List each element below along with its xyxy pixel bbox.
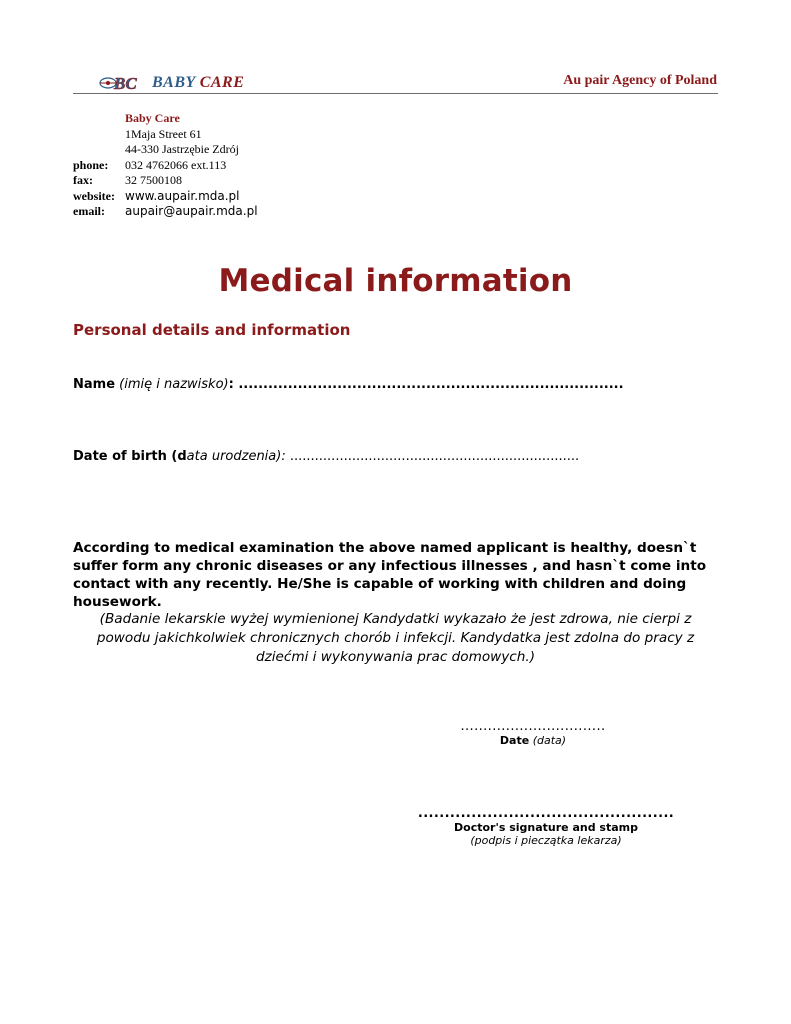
date-label: Date: [499, 734, 530, 747]
fax-value: 32 7500108: [125, 173, 182, 187]
doctor-signature-label-pl: (podpis i pieczątka lekarza): [470, 834, 622, 847]
name-label-pl: (imię i nazwisko): [119, 377, 229, 392]
date-fill-line[interactable]: ................................: [460, 719, 606, 734]
dob-label-paren: (d: [166, 449, 187, 464]
phone-value: 032 4762066 ext.113: [125, 157, 227, 172]
doctor-signature-line[interactable]: ................................................: [417, 806, 675, 821]
logo: [96, 72, 244, 94]
name-field[interactable]: Name (imię i nazwisko): ..............................................................................: [73, 377, 624, 392]
medical-statement-pl: (Badanie lekarskie wyżej wymienionej Kandydatki wykazało że jest zdrowa, nie cierpi z powodu jakichkolwiek chronicznych chorób i infekcji. Kandydatka jest zdolna do pracy z dziećmi i wykonywania prac domowych.): [96, 611, 695, 665]
email-label: email:: [73, 204, 105, 218]
doctor-signature-label: Doctor's signature and stamp: [454, 821, 638, 834]
date-label-pl: (data): [532, 734, 567, 747]
date-signature-block: [436, 719, 630, 747]
bc-logo-icon: [96, 73, 148, 93]
city-address: 44-330 Jastrzębie Zdrój: [125, 142, 239, 156]
dob-label: Date of birth: [73, 449, 167, 464]
email-link[interactable]: aupair@aupair.mda.pl: [125, 204, 258, 218]
company-name: Baby Care: [125, 111, 180, 125]
website-label: website:: [73, 188, 115, 203]
agency-name: Au pair Agency of Poland: [563, 73, 717, 88]
name-label: Name: [73, 377, 116, 392]
logo-mark: BC: [114, 74, 137, 93]
website-link[interactable]: www.aupair.mda.pl: [125, 188, 240, 203]
logo-text: BABY CARE: [152, 74, 245, 91]
name-fill-line[interactable]: ..............................................................................: [233, 377, 624, 392]
phone-label: phone:: [73, 157, 109, 172]
doctor-signature-block: [405, 806, 687, 847]
dob-field[interactable]: [73, 449, 579, 464]
contact-block: [73, 111, 258, 220]
fax-label: fax:: [73, 173, 93, 187]
dob-fill-line[interactable]: ......................................................................: [289, 449, 580, 464]
street-address: 1Maja Street 61: [125, 126, 202, 141]
medical-statement: According to medical examination the above named applicant is healthy, doesn`t suffer form any chronic diseases or any infectious illnesses , and hasn`t come into contact with any recently. He/She is capable of working with children and doing housework.: [73, 540, 707, 610]
section-heading: Personal details and information: [73, 321, 351, 339]
header-divider: [73, 93, 718, 94]
page-title: Medical information: [218, 263, 573, 299]
dob-label-pl: ata urodzenia):: [186, 449, 290, 464]
